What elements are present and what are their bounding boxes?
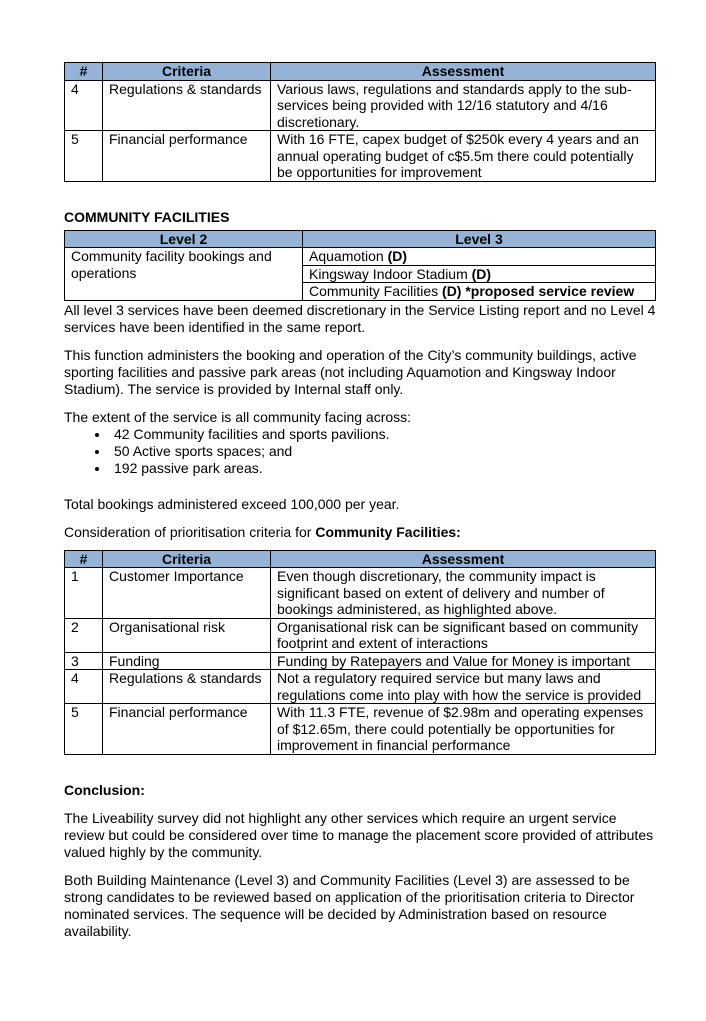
row-assessment: Even though discretionary, the community impact is significant based on extent of delivery and number of bookings administered, as highlighted above. xyxy=(271,568,656,619)
level-3-cell xyxy=(303,265,656,283)
row-assessment: Funding by Ratepayers and Value for Money is important xyxy=(271,652,656,670)
row-criteria: Regulations & standards xyxy=(103,670,271,704)
header-assessment: Assessment xyxy=(271,550,656,568)
table-header-row xyxy=(65,230,656,248)
paragraph-text: Consideration of prioritisation criteria for xyxy=(64,523,316,540)
row-criteria: Customer Importance xyxy=(103,568,271,619)
header-num: # xyxy=(65,550,103,568)
table-row xyxy=(65,568,656,619)
bullet-list xyxy=(64,426,656,477)
level-3-tag: (D) xyxy=(387,248,408,264)
row-assessment: With 11.3 FTE, revenue of $2.98m and operating expenses of $12.65m, there could potentially be opportunities for improvement in financial performance xyxy=(271,704,656,755)
paragraph: The Liveability survey did not highlight any other services which require an urgent service review but could be considered over time to manage the placement score provided of attributes valued highly by the community. xyxy=(64,809,654,860)
row-num: 3 xyxy=(65,652,103,670)
level-2-cell: Community facility bookings and operations xyxy=(65,248,303,301)
row-criteria: Financial performance xyxy=(103,131,271,182)
level-3-tag: (D) *proposed service review xyxy=(442,283,635,299)
level-3-name: Community Facilities xyxy=(309,283,443,299)
row-criteria: Organisational risk xyxy=(103,618,271,652)
header-level-2: Level 2 xyxy=(65,230,303,248)
row-num: 5 xyxy=(65,131,103,182)
row-assessment: Various laws, regulations and standards apply to the sub-services being provided with 12/16 statutory and 4/16 discretionary. xyxy=(271,80,656,131)
row-assessment: With 16 FTE, capex budget of $250k every 4 years and an annual operating budget of c$5.5m there could potentially be opportunities for improvement xyxy=(271,131,656,182)
section-heading-community-facilities: COMMUNITY FACILITIES xyxy=(64,208,230,225)
row-criteria: Regulations & standards xyxy=(103,80,271,131)
table-row xyxy=(65,652,656,670)
criteria-table-1 xyxy=(64,62,656,182)
level-3-name: Aquamotion xyxy=(309,248,388,264)
row-criteria: Financial performance xyxy=(103,704,271,755)
row-assessment: Not a regulatory required service but many laws and regulations come into play with how the service is provided xyxy=(271,670,656,704)
level-3-tag: (D) xyxy=(471,265,492,282)
header-assessment: Assessment xyxy=(271,63,656,81)
table-row xyxy=(65,131,656,182)
paragraph-bold-text: Community Facilities: xyxy=(315,523,461,540)
table-row xyxy=(65,80,656,131)
criteria-table-2 xyxy=(64,550,656,755)
header-level-3: Level 3 xyxy=(303,230,656,248)
row-num: 4 xyxy=(65,670,103,704)
document-page xyxy=(64,62,656,940)
level-3-cell xyxy=(303,248,656,266)
table-row xyxy=(65,670,656,704)
level-3-cell xyxy=(303,283,656,301)
table-header-row xyxy=(65,550,656,568)
row-num: 1 xyxy=(65,568,103,619)
row-num: 5 xyxy=(65,704,103,755)
table-row xyxy=(65,618,656,652)
header-num: # xyxy=(65,63,103,81)
header-criteria: Criteria xyxy=(103,63,271,81)
list-item: • 42 Community facilities and sports pavilions. xyxy=(110,426,656,443)
paragraph: All level 3 services have been deemed discretionary in the Service Listing report and no Level 4 services have been identified in the same report. xyxy=(64,301,656,335)
list-item: • 50 Active sports spaces; and xyxy=(110,443,656,460)
paragraph: This function administers the booking and operation of the City’s community buildings, active sporting facilities and passive park areas (not including Aquamotion and Kingsway Indoor Stadium). The service is provided by Internal staff only. xyxy=(64,346,637,397)
table-row xyxy=(65,704,656,755)
row-num: 4 xyxy=(65,80,103,131)
list-item: • 192 passive park areas. xyxy=(110,460,656,477)
table-header-row xyxy=(65,63,656,81)
paragraph: The extent of the service is all community facing across: xyxy=(64,408,412,425)
row-criteria: Funding xyxy=(103,652,271,670)
paragraph: Total bookings administered exceed 100,000 per year. xyxy=(64,495,400,512)
level-3-name: Kingsway Indoor Stadium xyxy=(309,265,472,282)
paragraph: Both Building Maintenance (Level 3) and Community Facilities (Level 3) are assessed to be strong candidates to be reviewed based on application of the prioritisation criteria to Director nominated services. The sequence will be decided by Administration based on resource availability. xyxy=(64,871,635,939)
row-num: 2 xyxy=(65,618,103,652)
table-row xyxy=(65,248,656,266)
header-criteria: Criteria xyxy=(103,550,271,568)
paragraph xyxy=(64,524,656,541)
conclusion-heading: Conclusion: xyxy=(64,781,145,798)
level-table xyxy=(64,230,656,301)
row-assessment: Organisational risk can be significant based on community footprint and extent of interactions xyxy=(271,618,656,652)
